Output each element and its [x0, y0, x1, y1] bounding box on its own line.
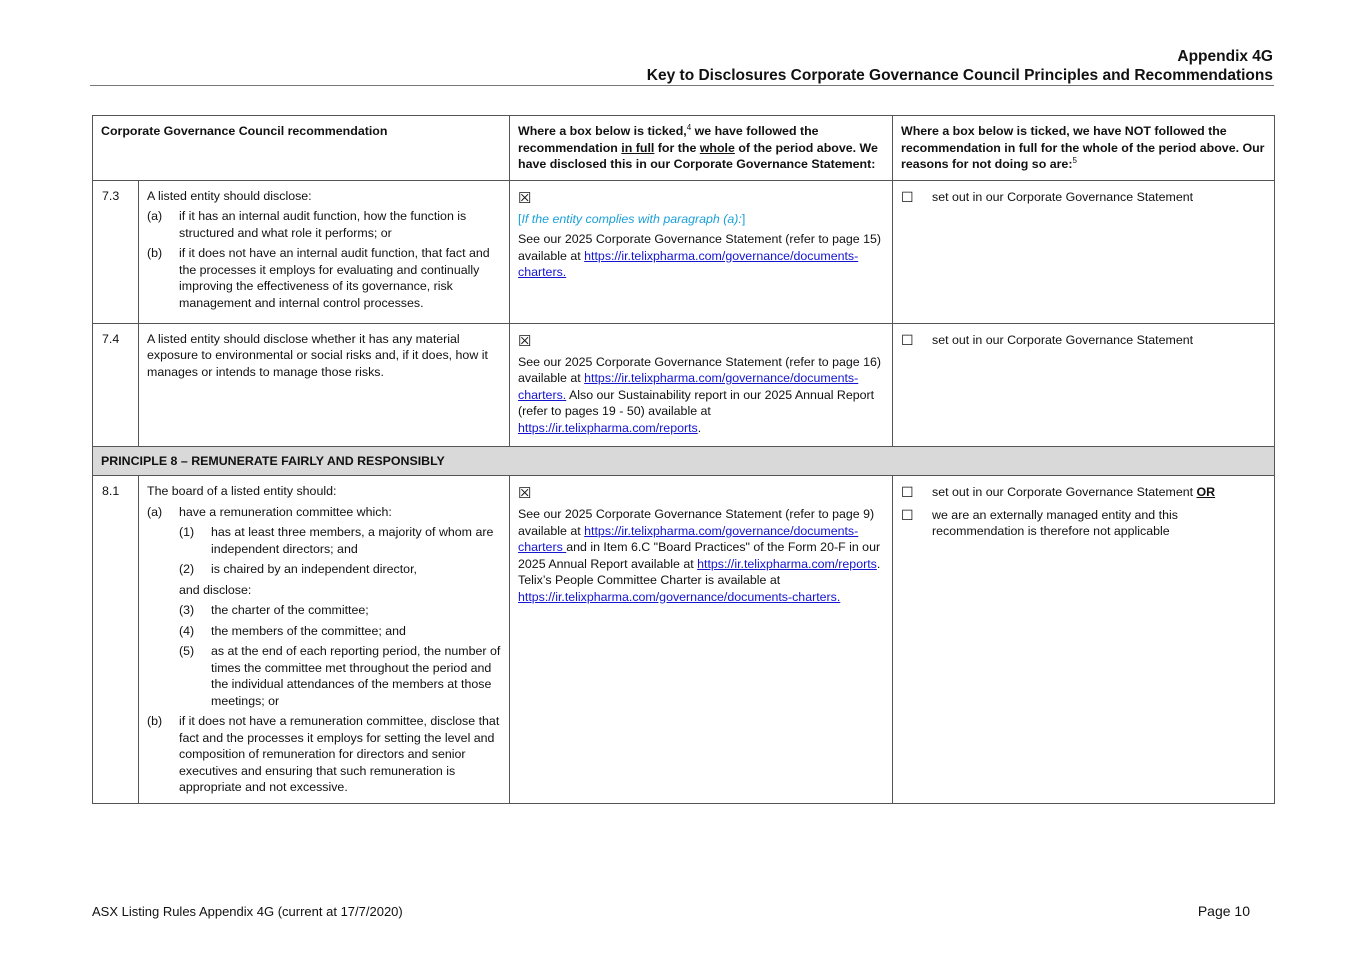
rec-number: 7.3	[93, 180, 139, 323]
governance-link[interactable]: https://ir.telixpharma.com/governance/documents-charters.	[518, 371, 859, 402]
disclosure-text: See our 2025 Corporate Governance Statement (refer to page 15) available at https://ir.telixpharma.com/governance/documents-charters.	[518, 232, 882, 279]
principle-heading: PRINCIPLE 8 – REMUNERATE FAIRLY AND RESPONSIBLY	[93, 446, 1275, 476]
ticked-checkbox[interactable]: ☒	[518, 332, 532, 350]
empty-checkbox[interactable]: ☐	[901, 484, 914, 500]
followed-cell	[510, 180, 893, 323]
followed-cell	[510, 323, 893, 446]
empty-checkbox[interactable]: ☐	[901, 188, 914, 205]
not-followed-cell: ☐ set out in our Corporate Governance Statement	[893, 180, 1275, 323]
ticked-checkbox[interactable]: ☒	[518, 189, 532, 207]
governance-link[interactable]: https://ir.telixpharma.com/governance/documents-charters.	[518, 248, 859, 279]
table-row	[93, 476, 1275, 804]
col-header-not-followed: Where a box below is ticked, we have NOT followed the recommendation in full for the whole of the period above. Our reasons for not doing so are:$^5$	[893, 116, 1275, 181]
principle-row	[93, 446, 1275, 476]
reports-link[interactable]: https://ir.telixpharma.com/reports	[697, 556, 877, 571]
governance-table	[92, 115, 1275, 804]
ticked-checkbox[interactable]: ☒	[518, 485, 532, 502]
charters-link[interactable]: https://ir.telixpharma.com/governance/documents-charters.	[518, 589, 841, 604]
recommendation-text: A listed entity should disclose whether it has any material exposure to environmental or social risks and, if it does, how it manages or intends to manage those risks.	[139, 323, 510, 446]
reports-link[interactable]: https://ir.telixpharma.com/reports	[518, 420, 698, 435]
col-header-followed: Where a box below is ticked,$^4$ we have followed the recommendation in full for the whole of the period above. We have disclosed this in our Corporate Governance Statement:	[510, 116, 893, 181]
disclosure-text: See our 2025 Corporate Governance Statement (refer to page 9) available at https://ir.telixpharma.com/governance/documents-charters and in Item 6.C "Board Practices" of the Form 20-F in our 2025 Annual Report available at https://ir.telixpharma.com/reports. Telix’s People Committee Charter is available at https://ir.telixpharma.com/governance/documents-charters.	[518, 507, 881, 604]
page-header	[647, 47, 1273, 85]
governance-link[interactable]: https://ir.telixpharma.com/governance/documents-charters	[518, 523, 859, 554]
guidance-note: [If the entity complies with paragraph (a):]	[518, 211, 746, 226]
followed-cell	[510, 476, 893, 804]
rec-number: 8.1	[93, 476, 139, 804]
empty-checkbox[interactable]: ☐	[901, 331, 914, 348]
header-divider	[90, 85, 1274, 86]
col-header-recommendation: Corporate Governance Council recommendation	[93, 116, 510, 181]
disclosure-text: See our 2025 Corporate Governance Statement (refer to page 16) available at https://ir.telixpharma.com/governance/documents-charters. Also our Sustainability report in our 2025 Annual Report (refer to pages 19 - 50) available at https://ir.telixpharma.com/reports.	[518, 354, 882, 435]
not-followed-cell: ☐ set out in our Corporate Governance Statement OR ☐ we are an externally managed entity and this recommendation is therefore not applicable	[893, 476, 1275, 804]
page-number: Page 10	[1197, 903, 1250, 919]
table-row	[93, 323, 1275, 446]
rec-number: 7.4	[93, 323, 139, 446]
appendix-title: Appendix 4G	[1177, 48, 1273, 65]
not-followed-cell: ☐ set out in our Corporate Governance Statement	[893, 323, 1275, 446]
recommendation-text: A listed entity should disclose: (a) if it has an internal audit function, how the function is structured and what role it performs; or (b) if it does not have an internal audit function, that fact and the processes it employs for evaluating and continually improving the effectiveness of its governance, risk management and internal control processes.	[139, 180, 510, 323]
footer-source: ASX Listing Rules Appendix 4G (current at 17/7/2020)	[92, 904, 403, 919]
table-row	[93, 180, 1275, 323]
empty-checkbox[interactable]: ☐	[901, 506, 914, 523]
document-title: Key to Disclosures Corporate Governance Council Principles and Recommendations	[646, 67, 1273, 84]
table-header-row	[93, 116, 1275, 181]
recommendation-text: The board of a listed entity should: (a) have a remuneration committee which: (1) has at least three members, a majority of whom are independent directors; and (2) is chaired by an independent director, and disclose: (3) the charter of the committee; (4) the members of the committee; and (5) as at the end of each reporting period, the number of times the committee met throughout the period and the individual attendances of the members at those meetings; or (b) if it does not have a remuneration committee, disclose that fact and the processes it employs for setting the level and composition of remuneration for directors and senior executives and ensuring that such remuneration is appropriate and not excessive.	[139, 476, 510, 804]
